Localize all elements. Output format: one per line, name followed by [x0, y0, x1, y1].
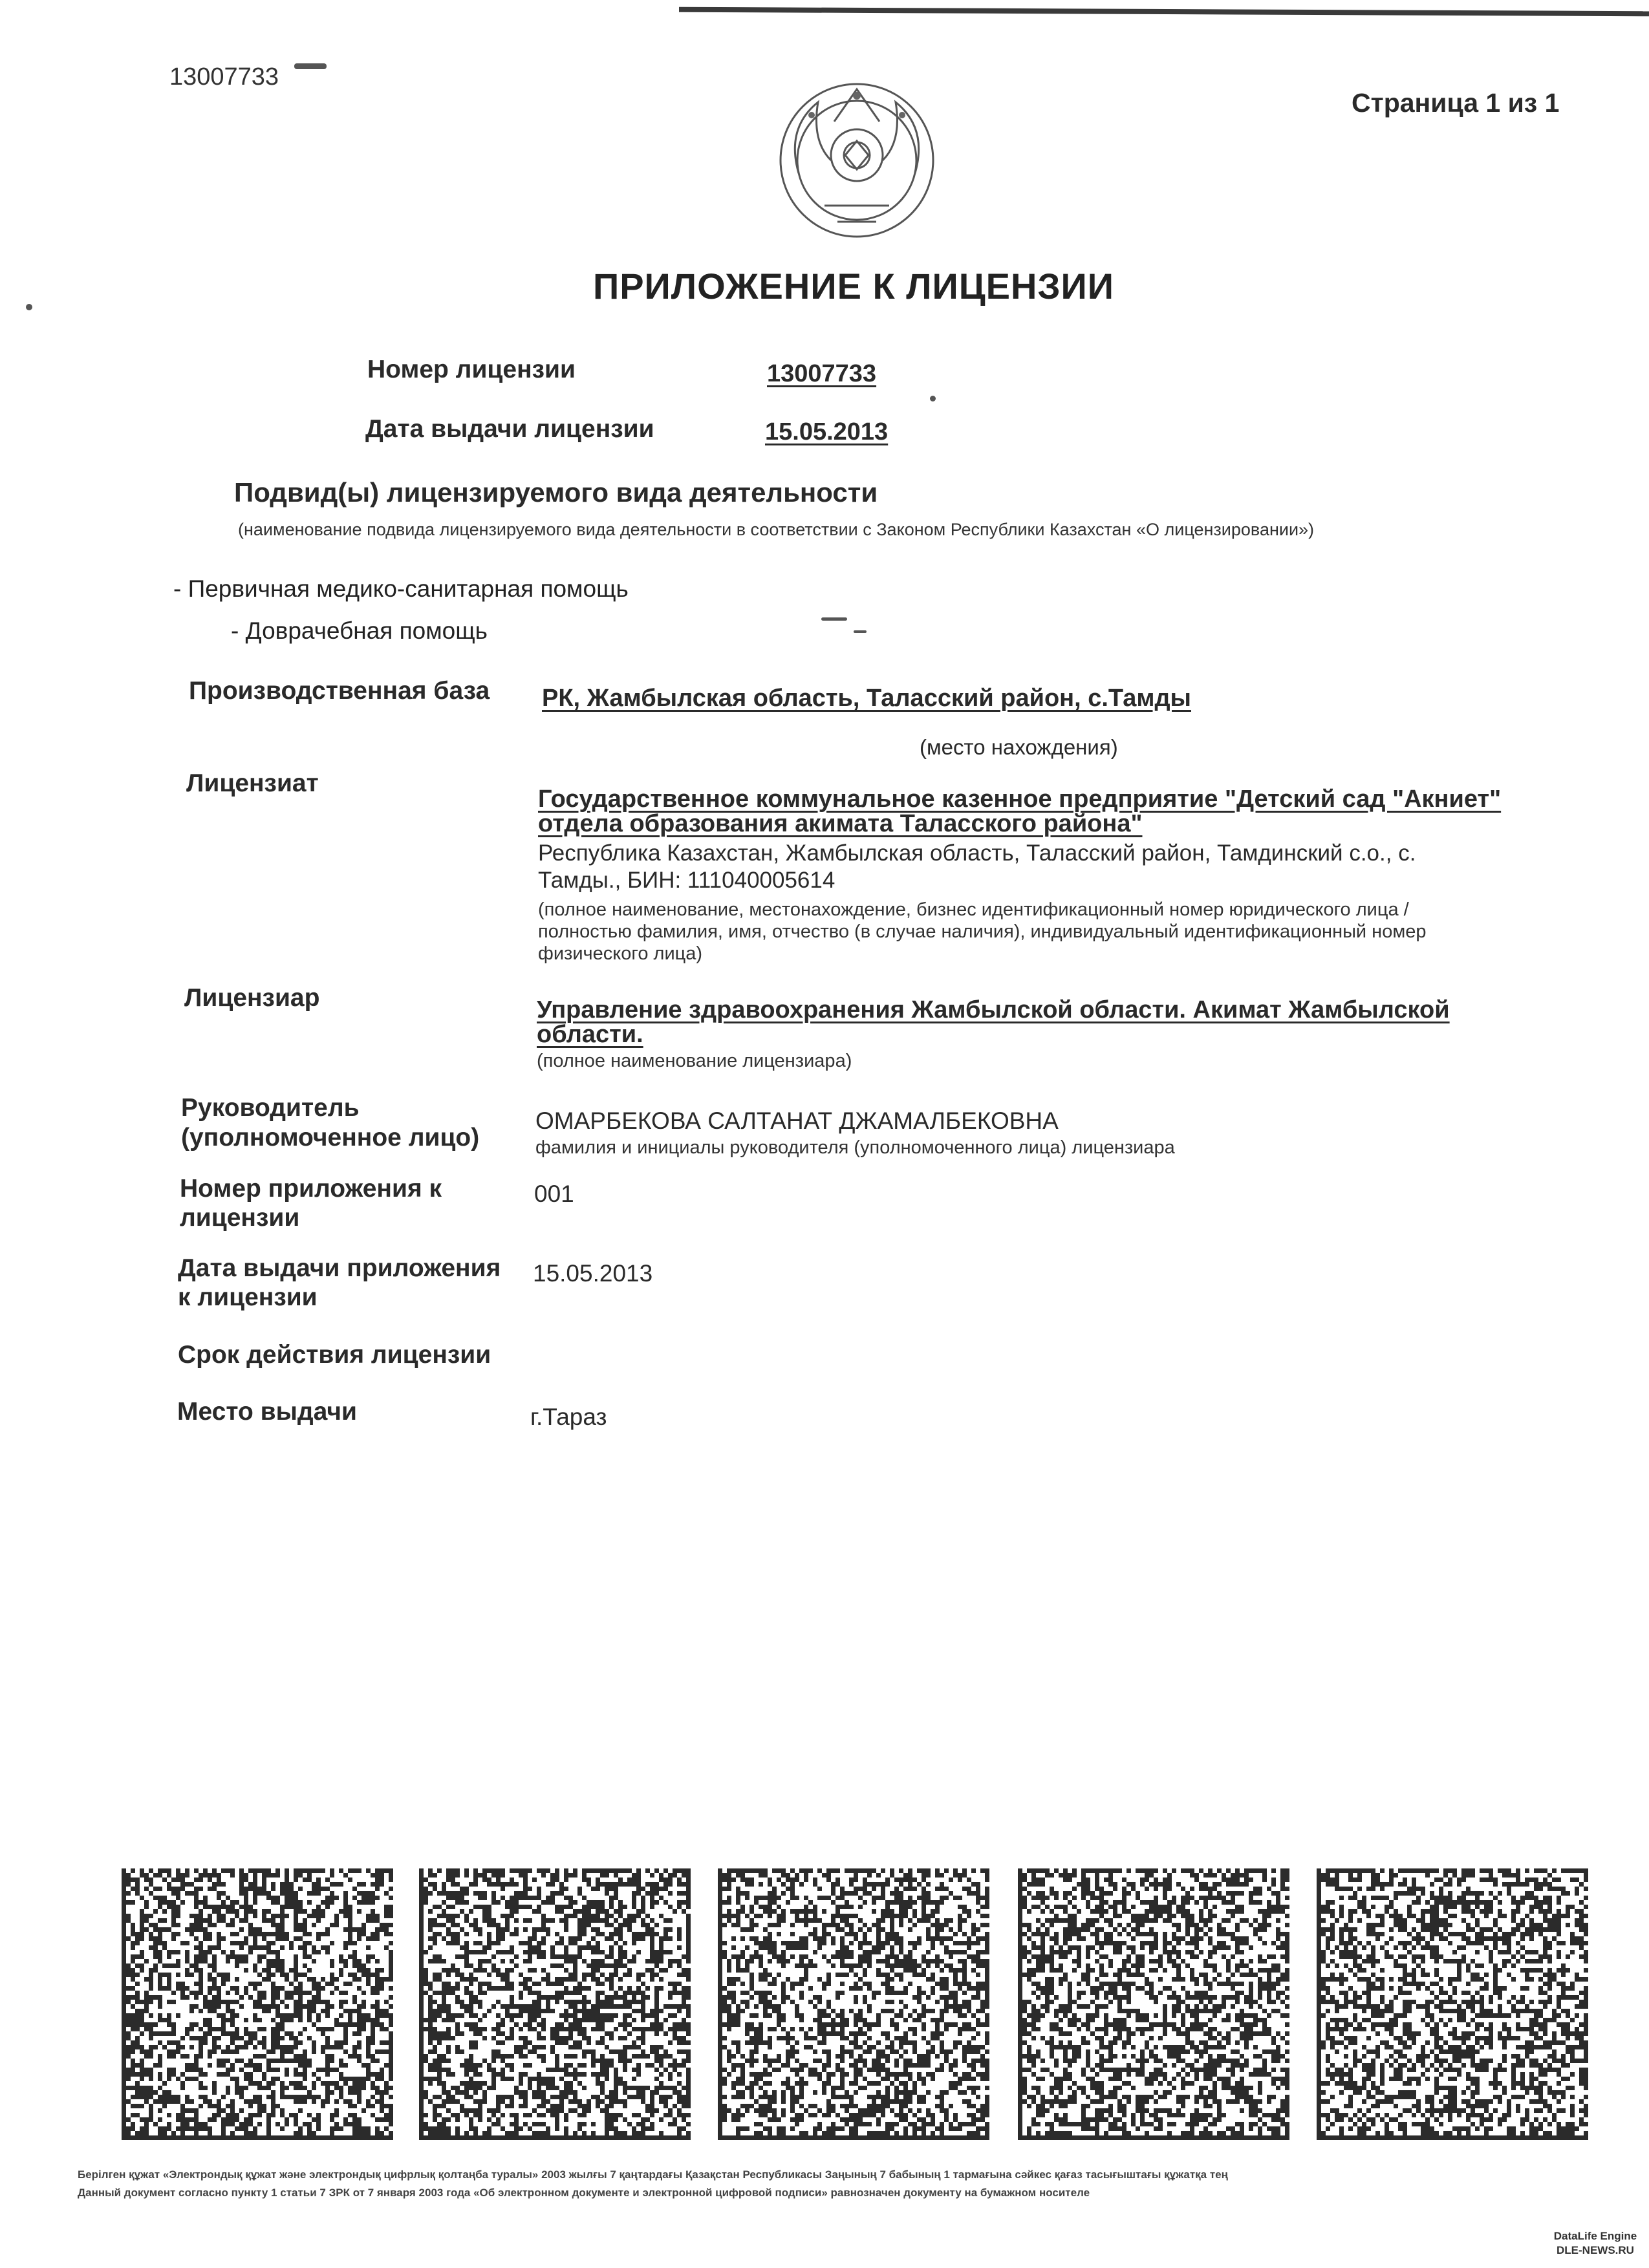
- issue-place-value: г.Тараз: [530, 1404, 607, 1430]
- licensor-value-line1: Управление здравоохранения Жамбылской области. Акимат Жамбылской: [537, 996, 1450, 1023]
- appendix-date-value: 15.05.2013: [533, 1260, 653, 1287]
- qr-code: [718, 1868, 989, 2140]
- license-date-value: 15.05.2013: [765, 418, 889, 445]
- licensee-note-line2: полностью фамилия, имя, отчество (в случае наличия), индивидуальный идентификационный номер: [538, 921, 1427, 942]
- state-emblem-icon: [773, 76, 941, 244]
- licensee-address-line1: Республика Казахстан, Жамбылская область, Таласский район, Тамдинский с.о., с.: [538, 840, 1416, 866]
- licensor-value-line2: области.: [537, 1021, 643, 1048]
- appendix-number-label-line1: Номер приложения к: [180, 1175, 442, 1203]
- subtype-item-label: Доврачебная помощь: [245, 617, 488, 644]
- qr-code: [122, 1868, 393, 2140]
- qr-code: [419, 1868, 691, 2140]
- footer-line-1: Берілген құжат «Электрондық құжат және электрондық цифрлық қолтаңба туралы» 2003 жылғы 7 қаңтардағы Қазақстан Республикасы Заңының 7 бабының 1 тармағына сәйкес қағаз тасығыштағы құжатқа тең: [78, 2168, 1228, 2181]
- subtype-item-label: Первичная медико-санитарная помощь: [188, 575, 629, 602]
- licensee-name-line2: отдела образования акимата Таласского района": [538, 810, 1143, 837]
- head-value: ОМАРБЕКОВА САЛТАНАТ ДЖАМАЛБЕКОВНА: [535, 1107, 1059, 1134]
- head-label-line1: Руководитель: [181, 1094, 360, 1122]
- licensor-label: Лицензиар: [184, 984, 320, 1012]
- page-counter: Страница 1 из 1: [1352, 88, 1560, 118]
- watermark-line1: DataLife Engine: [1553, 2230, 1637, 2242]
- scan-speck: [854, 630, 867, 633]
- licensee-note-line3: физического лица): [538, 943, 703, 964]
- subtypes-note: (наименование подвида лицензируемого вида деятельности в соответствии с Законом Республики Казахстан «О лицензировании»): [238, 520, 1315, 539]
- licensor-note: (полное наименование лицензиара): [537, 1051, 852, 1071]
- appendix-number-label-line2: лицензии: [180, 1204, 300, 1232]
- validity-label: Срок действия лицензии: [178, 1341, 491, 1369]
- footer-line-2: Данный документ согласно пункту 1 статьи 7 ЗРК от 7 января 2003 года «Об электронном документе и электронной цифровой подписи» равнозначен документу на бумажном носителе: [78, 2187, 1090, 2199]
- page-title: ПРИЛОЖЕНИЕ К ЛИЦЕНЗИИ: [592, 266, 1115, 306]
- subtype-item: - Доврачебная помощь: [231, 617, 488, 644]
- licensee-address-line2: Тамды., БИН: 111040005614: [538, 868, 835, 893]
- production-base-note: (место нахождения): [920, 735, 1118, 759]
- issue-place-label: Место выдачи: [177, 1398, 357, 1426]
- head-note: фамилия и инициалы руководителя (уполномоченного лица) лицензиара: [535, 1137, 1175, 1158]
- scan-speck: [821, 617, 847, 621]
- subtype-item: - Первичная медико-санитарная помощь: [173, 575, 629, 602]
- licensee-note-line1: (полное наименование, местонахождение, бизнес идентификационный номер юридического лица /: [538, 899, 1409, 920]
- document-number: 13007733: [169, 63, 279, 91]
- qr-code: [1317, 1868, 1588, 2140]
- head-label-line2: (уполномоченное лицо): [181, 1124, 480, 1151]
- license-date-label: Дата выдачи лицензии: [365, 415, 654, 443]
- scan-speck: [930, 396, 936, 401]
- production-base-value: РК, Жамбылская область, Таласский район, с.Тамды: [542, 685, 1192, 712]
- scan-edge-line: [679, 7, 1649, 17]
- production-base-label: Производственная база: [189, 677, 490, 705]
- watermark: [1547, 2229, 1644, 2258]
- appendix-date-label-line1: Дата выдачи приложения: [178, 1254, 501, 1282]
- license-number-value: 13007733: [767, 360, 877, 387]
- licensee-label: Лицензиат: [186, 769, 319, 797]
- watermark-line2: DLE-NEWS.RU: [1557, 2244, 1634, 2256]
- subtypes-heading: Подвид(ы) лицензируемого вида деятельности: [234, 477, 878, 508]
- appendix-number-value: 001: [534, 1181, 574, 1207]
- licensee-name-line1: Государственное коммунальное казенное предприятие "Детский сад "Акниет": [538, 786, 1502, 813]
- appendix-date-label-line2: к лицензии: [178, 1283, 318, 1311]
- license-number-label: Номер лицензии: [367, 356, 576, 383]
- qr-code: [1018, 1868, 1289, 2140]
- scan-speck: [294, 63, 327, 69]
